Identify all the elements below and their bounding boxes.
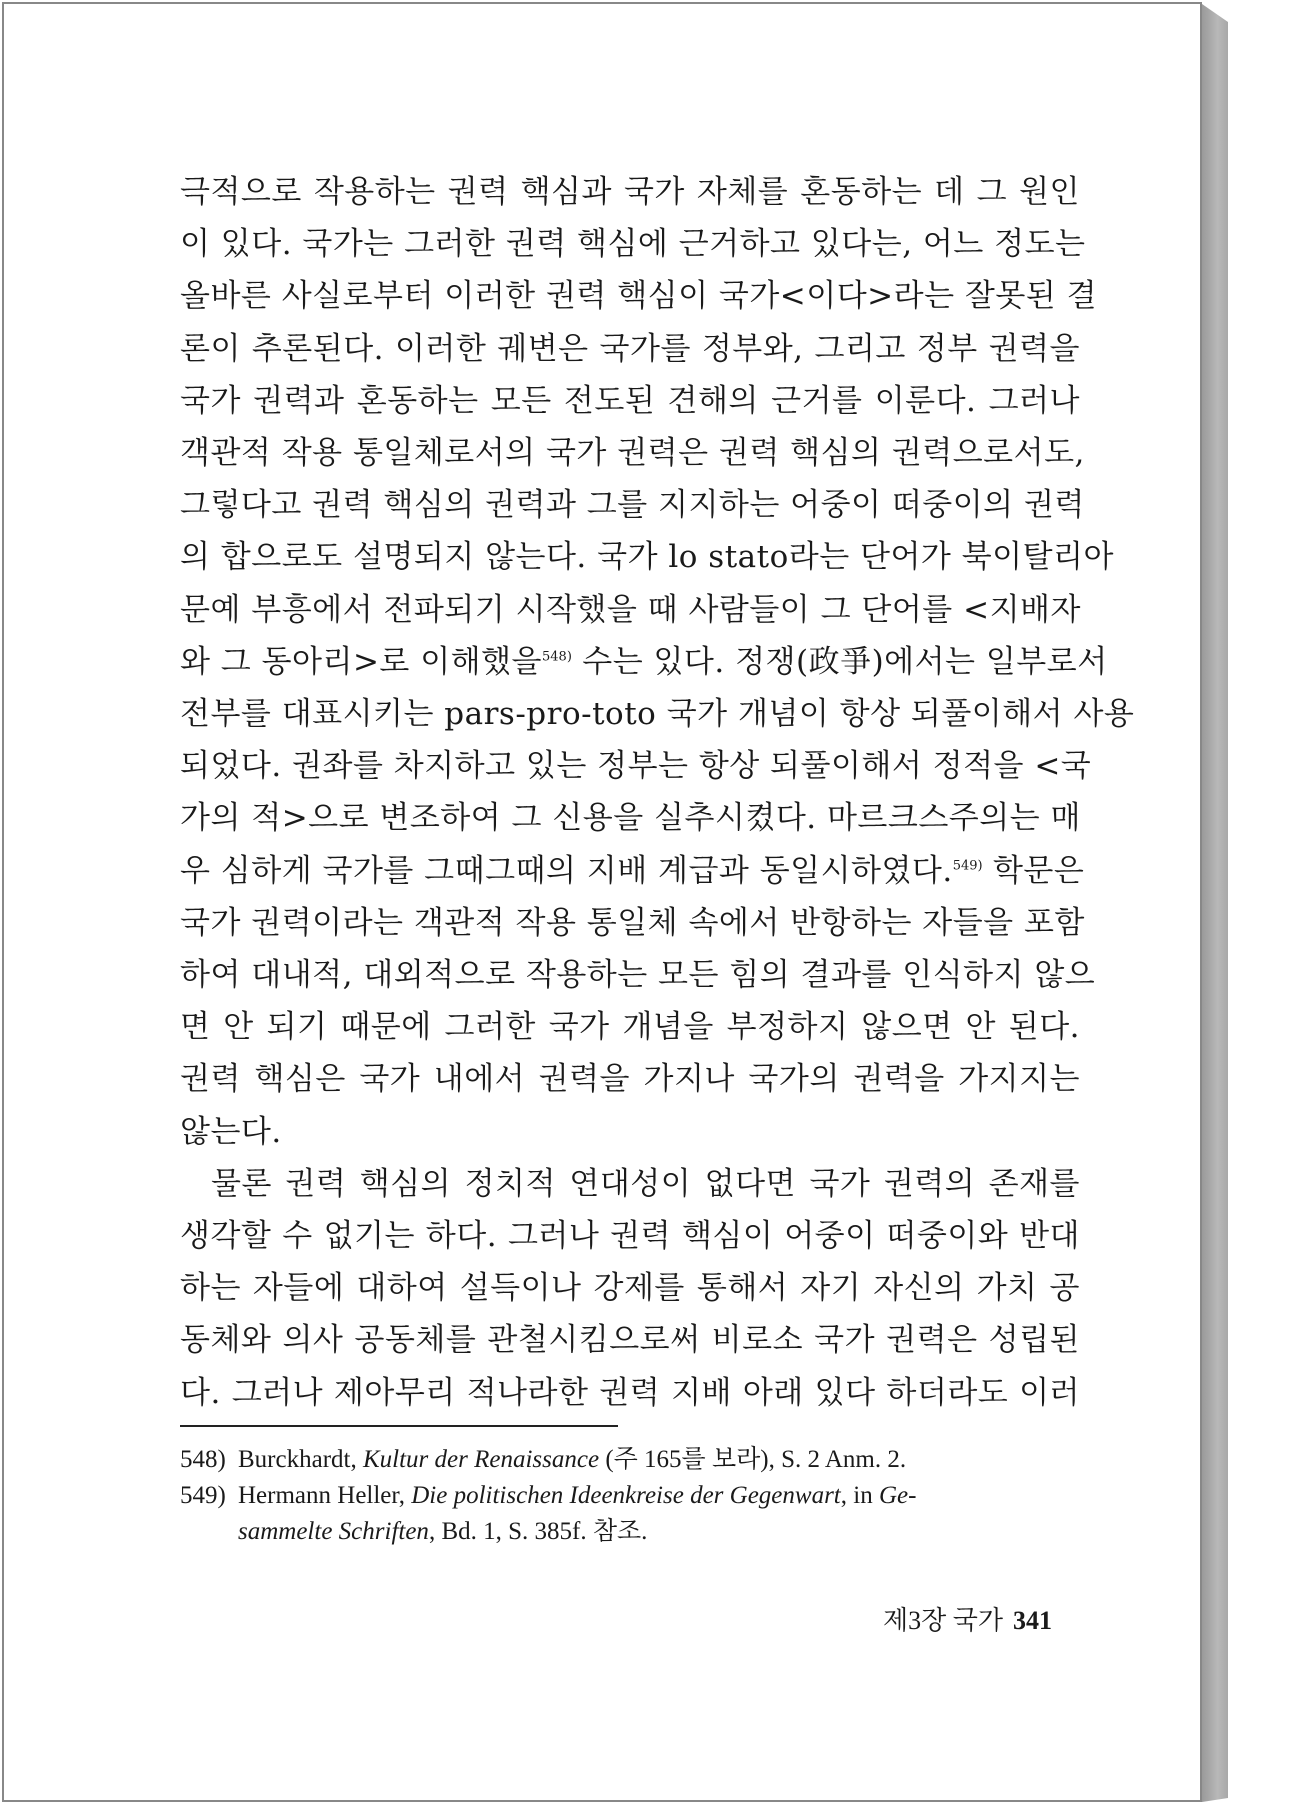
footnote-separator [180, 1425, 618, 1427]
text-line: 하여 대내적, 대외적으로 작용하는 모든 힘의 결과를 인식하지 않으 [180, 957, 1096, 994]
text-line: 물론 권력 핵심의 정치적 연대성이 없다면 국가 권력의 존재를 [211, 1165, 1080, 1202]
footnote-number: 549) [180, 1482, 226, 1509]
text-line: 않는다. [180, 1113, 282, 1150]
footnote-title: Kultur der Renaissance [362, 1446, 600, 1473]
text-line: 다. 그러나 제아무리 적나라한 권력 지배 아래 있다 하더라도 이러 [180, 1374, 1080, 1411]
footnote-548 [180, 1442, 1080, 1478]
text-line: 국가 권력과 혼동하는 모든 전도된 견해의 근거를 이룬다. 그러나 [180, 382, 1080, 419]
text-line: 전부를 대표시키는 pars-pro-toto 국가 개념이 항상 되풀이해서 사용 [180, 696, 1135, 733]
page-edge-shadow [1202, 4, 1228, 1802]
footnote-text: (주 165를 보라), S. 2 Anm. 2. [599, 1446, 907, 1473]
text-line: 이 있다. 국가는 그러한 권력 핵심에 근거하고 있다는, 어느 정도는 [180, 226, 1086, 263]
text-line: 의 합으로도 설명되지 않는다. 국가 lo stato라는 단어가 북이탈리아 [180, 539, 1114, 576]
footnote-number: 548) [180, 1446, 226, 1473]
footnote-text: Hermann Heller, [238, 1482, 412, 1509]
text-line: 가의 적>으로 변조하여 그 신용을 실추시켰다. 마르크스주의는 매 [180, 800, 1081, 837]
text-line-with-footnote-548 [180, 636, 1108, 688]
text-line: 면 안 되기 때문에 그러한 국가 개념을 부정하지 않으면 안 된다. [180, 1009, 1080, 1046]
text-line: 객관적 작용 통일체로서의 국가 권력은 권력 핵심의 권력으로서도, [180, 435, 1085, 472]
running-footer [862, 1600, 1052, 1637]
footnote-ref-549[interactable]: 549) [952, 858, 983, 874]
text-line: 동체와 의사 공동체를 관철시킴으로써 비로소 국가 권력은 성립된 [180, 1322, 1080, 1359]
footnotes [180, 1442, 1080, 1550]
footnote-text: Burckhardt, [238, 1446, 363, 1473]
text-line: 권력 핵심은 국가 내에서 권력을 가지나 국가의 권력을 가지지는 [180, 1061, 1080, 1098]
footnote-text: , in [840, 1482, 879, 1509]
text-line: 되었다. 권좌를 차지하고 있는 정부는 항상 되풀이해서 정적을 <국 [180, 748, 1092, 785]
text-line: 그렇다고 권력 핵심의 권력과 그를 지지하는 어중이 떠중이의 권력 [180, 487, 1085, 524]
text-line: 국가 권력이라는 객관적 작용 통일체 속에서 반항하는 자들을 포함 [180, 904, 1085, 941]
text-line: 론이 추론된다. 이러한 궤변은 국가를 정부와, 그리고 정부 권력을 [180, 330, 1080, 367]
main-text [180, 166, 1135, 1419]
text-segment: 수는 있다. 정쟁(政爭)에서는 일부로서 [571, 643, 1108, 680]
footnote-title-part: sammelte Schriften [238, 1518, 429, 1545]
text-segment: 학문은 [982, 852, 1085, 889]
footnote-ref-548[interactable]: 548) [542, 649, 572, 665]
text-line: 극적으로 작용하는 권력 핵심과 국가 자체를 혼동하는 데 그 원인 [180, 174, 1080, 210]
footnote-text: , Bd. 1, S. 385f. 참조. [428, 1518, 648, 1545]
text-line: 올바른 사실로부터 이러한 권력 핵심이 국가<이다>라는 잘못된 결 [180, 278, 1098, 315]
footnote-title: Die politischen Ideenkreise der Gegenwart [411, 1482, 841, 1509]
footnote-549 [180, 1478, 1080, 1550]
page-number: 341 [1013, 1606, 1052, 1635]
text-line-with-footnote-549 [180, 845, 1085, 897]
footnote-title-part: Ge- [878, 1482, 917, 1509]
text-line: 문예 부흥에서 전파되기 시작했을 때 사람들이 그 단어를 <지배자 [180, 591, 1081, 628]
chapter-label: 제3장 국가 [883, 1606, 1003, 1635]
text-segment: 와 그 동아리>로 이해했을 [180, 643, 542, 680]
text-segment: 우 심하게 국가를 그때그때의 지배 계급과 동일시하였다. [180, 852, 953, 889]
text-line: 생각할 수 없기는 하다. 그러나 권력 핵심이 어중이 떠중이와 반대 [180, 1218, 1080, 1255]
paragraph-1 [180, 166, 1135, 1158]
text-line: 하는 자들에 대하여 설득이나 강제를 통해서 자기 자신의 가치 공 [180, 1270, 1080, 1307]
paragraph-2 [180, 1158, 1080, 1419]
